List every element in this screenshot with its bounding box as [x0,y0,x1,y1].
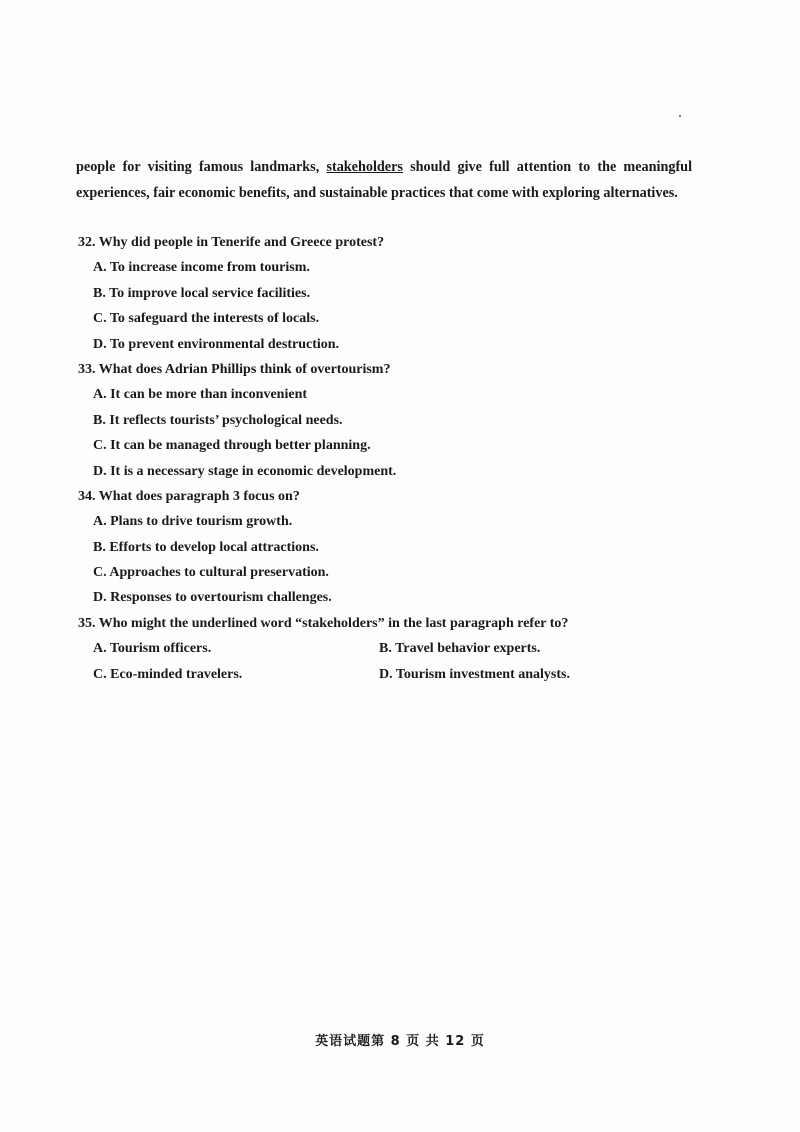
question-32 [78,230,698,357]
option-b: B. Travel behavior experts. [379,641,541,657]
option-d: D. Tourism investment analysts. [379,666,570,682]
option-d: D. Responses to overtourism challenges. [93,590,332,606]
option-a: A. Plans to drive tourism growth. [93,514,293,530]
question-stem: 32. Why did people in Tenerife and Greece protest? [78,235,385,250]
option-a: A. It can be more than inconvenient [93,387,308,403]
option-a: A. Tourism officers. [93,641,212,657]
option-d: D. It is a necessary stage in economic development. [93,463,397,479]
option-c: C. Approaches to cultural preservation. [93,565,329,581]
option-row [78,636,698,661]
scan-speck [679,115,681,117]
question-35 [78,611,698,687]
passage-line-1: people for visiting famous landmarks, stakeholders should give full attention to the meaningful [76,159,693,175]
option-a: A. To increase income from tourism. [93,260,310,276]
option-b: B. Efforts to develop local attractions. [93,539,319,555]
passage-paragraph [76,154,692,206]
page-footer: 英语试题第 8 页 共 12 页 [315,1034,485,1049]
question-33 [78,357,698,484]
option-b: B. To improve local service facilities. [93,285,311,301]
question-34 [78,484,698,611]
option-b: B. It reflects tourists’ psychological needs. [93,412,343,428]
underlined-word: stakeholders [326,159,403,175]
option-row [78,662,698,687]
question-list [78,230,698,687]
option-d: D. To prevent environmental destruction. [93,336,340,352]
option-c: C. Eco-minded travelers. [93,666,243,682]
passage-line-2: experiences, fair economic benefits, and sustainable practices that come with exploring alternatives. [76,185,678,201]
question-stem: 33. What does Adrian Phillips think of overtourism? [78,361,391,377]
option-c: C. To safeguard the interests of locals. [93,311,320,327]
option-c: C. It can be managed through better planning. [93,438,371,454]
question-stem: 35. Who might the underlined word “stakeholders” in the last paragraph refer to? [78,615,569,631]
question-stem: 34. What does paragraph 3 focus on? [78,488,300,504]
